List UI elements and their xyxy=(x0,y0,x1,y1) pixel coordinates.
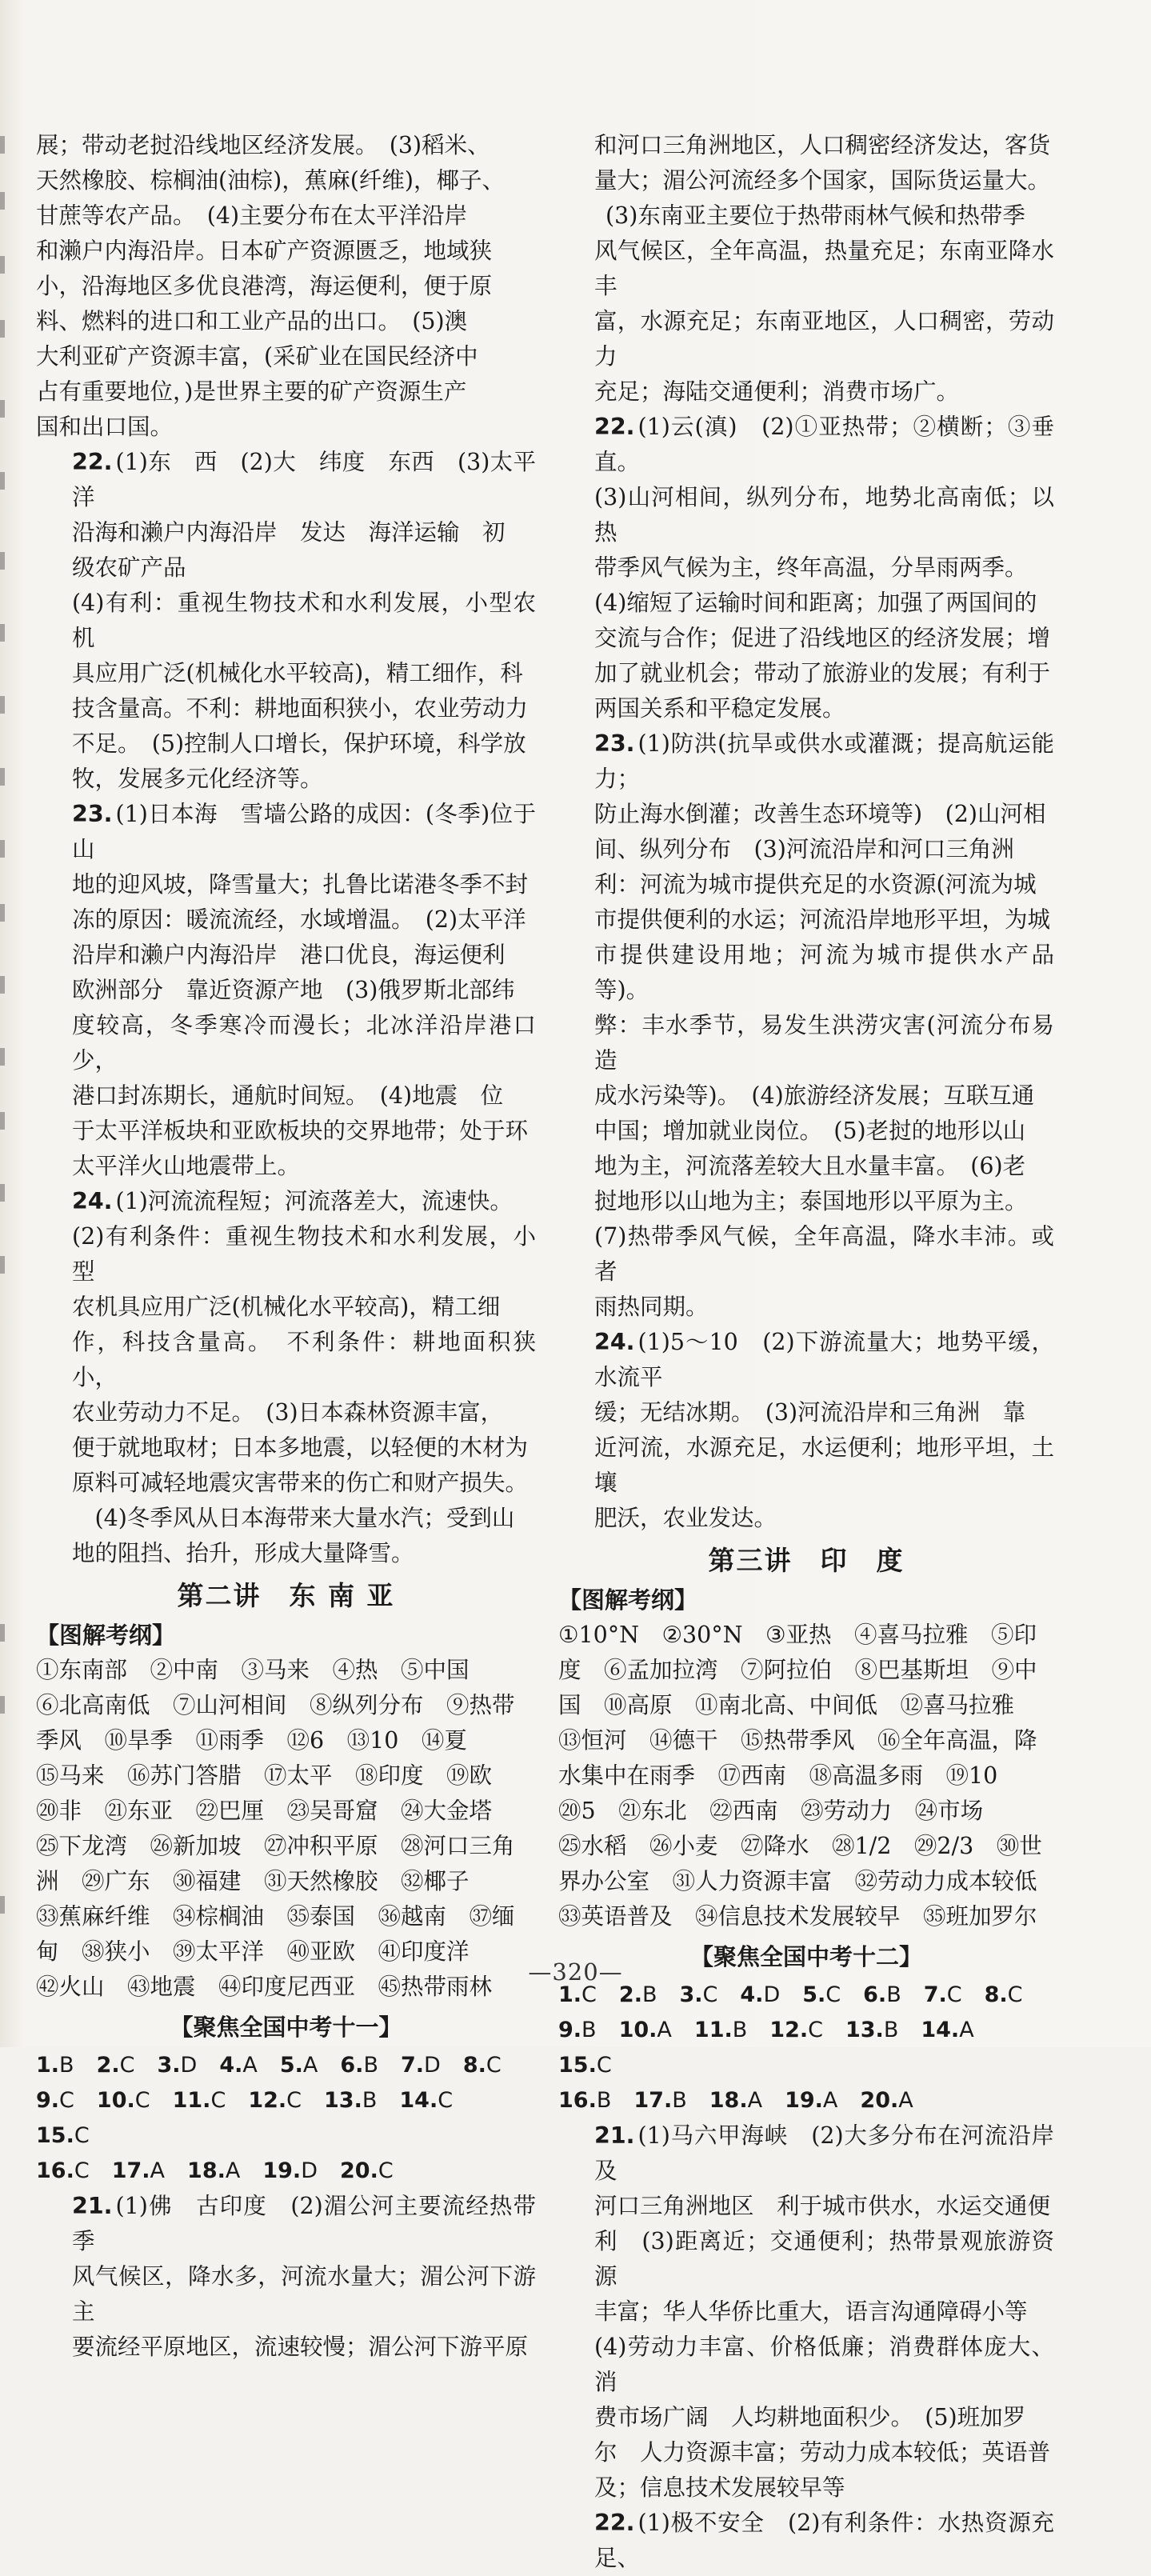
answer-number: 11. xyxy=(172,2088,211,2113)
answer-choice: A xyxy=(302,2053,318,2078)
answer-number: 10. xyxy=(96,2088,135,2113)
answer-number: 1. xyxy=(558,1982,582,2007)
left-intro xyxy=(36,128,536,445)
answer-choice: A xyxy=(242,2053,258,2078)
text-line: 小，沿海地区多优良港湾，海运便利，便于原 xyxy=(36,273,493,299)
text-line: ⑳5 ㉑东北 ㉒西南 ㉓劳动力 ㉔市场 xyxy=(558,1798,984,1824)
text-line: (3)山河相间，纵列分布，地势北高南低；以热 xyxy=(594,484,1054,546)
answer-choice: A xyxy=(898,2088,913,2113)
answer-number: 6. xyxy=(340,2053,364,2078)
text-line: ㉝蕉麻纤维 ㉞棕榈油 ㉟泰国 ㊱越南 ㊲缅 xyxy=(36,1903,515,1930)
text-line: 级农矿产品 xyxy=(72,554,186,581)
text-line: 风气候区，全年高温，热量充足；东南亚降水丰 xyxy=(594,238,1054,299)
answer-number: 4. xyxy=(740,1982,764,2007)
answer-choice: C xyxy=(808,2018,823,2042)
text-line: 利：河流为城市提供充足的水资源(河流为城 xyxy=(594,871,1037,898)
answer-number: 5. xyxy=(802,1982,826,2007)
text-line: 港口封冻期长，通航时间短。 (4)地震 位 xyxy=(72,1082,504,1109)
text-line: 国和出口国。 xyxy=(36,414,174,440)
text-line: 便于就地取材；日本多地震，以轻便的木材为 xyxy=(72,1434,529,1461)
page-number: —320— xyxy=(528,1958,623,1986)
answer-choice: C xyxy=(286,2088,302,2113)
answer-choice: B xyxy=(732,2018,748,2042)
section-title: 第三讲 印 度 xyxy=(708,1545,905,1576)
text-line: 水集中在雨季 ⑰西南 ⑱高温多雨 ⑲10 xyxy=(558,1762,998,1789)
text-line: 地的阻挡、抬升，形成大量降雪。 xyxy=(72,1540,414,1566)
outline-heading: 【图解考纲】 xyxy=(558,1586,698,1614)
text-line: 富，水源充足；东南亚地区，人口稠密，劳动力 xyxy=(594,308,1054,370)
answer-number: 6. xyxy=(863,1982,887,2007)
answer-choice: A xyxy=(657,2018,672,2042)
answer-choice: B xyxy=(886,1982,901,2007)
answer-choice: C xyxy=(74,2158,90,2183)
right-question-22b xyxy=(558,2506,1054,2576)
answer-cell xyxy=(694,2013,747,2048)
answer-cell xyxy=(248,2083,302,2118)
left-question-23 xyxy=(36,797,536,1184)
answer-choice: C xyxy=(210,2088,226,2113)
text-line: 欧洲部分 靠近资源产地 (3)俄罗斯北部纬 xyxy=(72,977,515,1003)
text-line: 风气候区，降水多，河流水量大；湄公河下游主 xyxy=(72,2263,536,2325)
text-line: 要流经平原地区，流速较慢；湄公河下游平原 xyxy=(72,2334,529,2360)
answer-number: 3. xyxy=(157,2053,181,2078)
answer-cell xyxy=(401,2048,441,2083)
answer-cell xyxy=(187,2154,240,2189)
text-line: ㉝英语普及 ㉞信息技术发展较早 ㉟班加罗尔 xyxy=(558,1903,1037,1930)
answer-number: 20. xyxy=(340,2158,378,2183)
text-line: 度 ⑥孟加拉湾 ⑦阿拉伯 ⑧巴基斯坦 ⑨中 xyxy=(558,1657,1037,1683)
text-line: 冻的原因：暖流流经，水域增温。 (2)太平洋 xyxy=(72,906,526,933)
text-line: 国 ⑩高原 ⑪南北高、中间低 ⑫喜马拉雅 xyxy=(558,1692,1015,1718)
text-line: 市提供便利的水运；河流沿岸地形平坦，为城 xyxy=(594,906,1051,933)
text-line: ㉕水稻 ㉖小麦 ㉗降水 ㉘1/2 ㉙2/3 ㉚世 xyxy=(558,1833,1042,1859)
text-line: 防止海水倒灌；改善生态环境等) (2)山河相 xyxy=(594,801,1046,827)
text-line: 中国；增加就业岗位。 (5)老挝的地形以山 xyxy=(594,1118,1026,1144)
text-line: ㊷火山 ㊸地震 ㊹印度尼西亚 ㊺热带雨林 xyxy=(36,1974,493,2000)
text-line: 季风 ⑩旱季 ⑪雨季 ⑫6 ⑬10 ⑭夏 xyxy=(36,1727,467,1754)
answer-cell xyxy=(173,2083,226,2118)
answer-number: 18. xyxy=(187,2158,226,2183)
text-line: 弊：丰水季节，易发生洪涝灾害(河流分布易造 xyxy=(594,1012,1054,1074)
answer-cell xyxy=(558,2048,612,2083)
text-line: (1)河流流程短；河流落差大，流速快。 xyxy=(115,1188,513,1214)
answer-choice: C xyxy=(486,2053,502,2078)
text-line: (7)热带季风气候，全年高温，降水丰沛。或者 xyxy=(594,1223,1054,1285)
answer-choice: D xyxy=(180,2053,198,2078)
text-line: 于太平洋板块和亚欧板块的交界地带；处于环 xyxy=(72,1118,529,1144)
answer-number: 14. xyxy=(921,2018,960,2042)
answer-number: 10. xyxy=(618,2018,657,2042)
right-continuation-2 xyxy=(558,198,1054,410)
answer-number: 18. xyxy=(709,2088,748,2113)
answer-choice: C xyxy=(74,2123,90,2148)
answer-cell xyxy=(785,2083,837,2118)
answer-choice: A xyxy=(822,2088,838,2113)
answer-choice: A xyxy=(747,2088,763,2113)
answer-number: 17. xyxy=(111,2158,150,2183)
outline-answers xyxy=(558,1618,1054,1934)
answer-cell xyxy=(36,2154,90,2189)
answer-number: 15. xyxy=(36,2123,74,2148)
answer-number: 8. xyxy=(984,1982,1008,2007)
answer-choice: A xyxy=(225,2158,241,2183)
answer-choice: B xyxy=(883,2018,899,2042)
answer-number: 5. xyxy=(279,2053,303,2078)
answer-choice: C xyxy=(1007,1982,1023,2007)
answer-choice: C xyxy=(438,2088,454,2113)
text-line: 和河口三角洲地区，人口稠密经济发达，客货 xyxy=(594,132,1051,158)
outline-answers xyxy=(36,1653,536,2005)
answer-cell xyxy=(97,2083,150,2118)
answer-cell xyxy=(324,2083,377,2118)
text-line: ⑮马来 ⑯苏门答腊 ⑰太平 ⑱印度 ⑲欧 xyxy=(36,1762,493,1789)
question-number: 23. xyxy=(594,730,635,757)
text-line: ⑳非 ㉑东亚 ㉒巴厘 ㉓吴哥窟 ㉔大金塔 xyxy=(36,1798,493,1824)
answer-number: 15. xyxy=(558,2053,597,2078)
text-line: 原料可减轻地震灾害带来的伤亡和财产损失。 xyxy=(72,1470,529,1496)
answer-number: 19. xyxy=(262,2158,302,2183)
text-line: 具应用广泛(机械化水平较高)，精工细作，科 xyxy=(72,660,523,686)
answer-number: 3. xyxy=(679,1982,703,2007)
text-line: (1)东 西 (2)大 纬度 东西 (3)太平洋 xyxy=(72,449,536,510)
focus-heading: 【聚焦全国中考十一】 xyxy=(170,2014,402,2041)
answer-grid xyxy=(36,2048,536,2189)
text-line: 不足。 (5)控制人口增长，保护环境，科学放 xyxy=(72,730,526,757)
question-number: 22. xyxy=(594,414,635,440)
answer-choice: D xyxy=(763,1982,781,2007)
text-line: 河口三角洲地区 利于城市供水，水运交通便 xyxy=(594,2193,1051,2219)
left-question-21 xyxy=(36,2189,536,2365)
answer-number: 12. xyxy=(769,2018,809,2042)
text-line: (1)佛 古印度 (2)湄公河主要流经热带季 xyxy=(72,2193,536,2254)
answer-number: 16. xyxy=(36,2158,74,2183)
text-line: 牧，发展多元化经济等。 xyxy=(72,766,323,792)
text-line: 度较高，冬季寒冷而漫长；北冰洋沿岸港口少， xyxy=(72,1012,536,1074)
answer-number: 14. xyxy=(399,2088,438,2113)
text-line: 作，科技含量高。 不利条件：耕地面积狭小， xyxy=(72,1329,536,1390)
answer-cell xyxy=(921,2013,973,2048)
answer-choice: C xyxy=(119,2053,135,2078)
answer-number: 19. xyxy=(785,2088,823,2113)
right-continuation xyxy=(558,128,1054,198)
answer-number: 13. xyxy=(845,2018,884,2042)
answer-cell xyxy=(262,2154,318,2189)
answer-number: 16. xyxy=(558,2088,597,2113)
answer-choice: B xyxy=(581,2018,597,2042)
answer-choice: B xyxy=(641,1982,657,2007)
answer-grid xyxy=(558,1978,1054,2118)
right-question-22 xyxy=(558,410,1054,726)
answer-number: 17. xyxy=(633,2088,673,2113)
text-line: (4)劳动力丰富、价格低廉；消费群体庞大、消 xyxy=(594,2334,1054,2395)
left-question-22 xyxy=(36,445,536,797)
answer-cell xyxy=(845,2013,898,2048)
text-line: 大利亚矿产资源丰富，(采矿业在国民经济中 xyxy=(36,343,478,370)
answer-cell xyxy=(619,2013,672,2048)
text-line: ㉕下龙湾 ㉖新加坡 ㉗冲积平原 ㉘河口三角 xyxy=(36,1833,515,1859)
answer-number: 9. xyxy=(36,2088,60,2113)
text-line: 交流与合作；促进了沿线地区的经济发展；增 xyxy=(594,625,1051,651)
text-line: 农机具应用广泛(机械化水平较高)，精工细 xyxy=(72,1294,501,1320)
answer-cell xyxy=(399,2083,453,2118)
text-line: 肥沃，农业发达。 xyxy=(594,1505,777,1531)
right-column xyxy=(558,128,1054,2576)
text-line: 两国关系和平稳定发展。 xyxy=(594,695,845,722)
text-line: 费市场广阔 人均耕地面积少。 (5)班加罗 xyxy=(594,2404,1026,2430)
answer-choice: C xyxy=(378,2158,394,2183)
text-line: 料、燃料的进口和工业产品的出口。 (5)澳 xyxy=(36,308,468,334)
text-line: (1)防洪(抗旱或供水或灌溉；提高航运能力； xyxy=(594,730,1054,792)
question-number: 22. xyxy=(594,2510,635,2536)
text-line: 界办公室 ㉛人力资源丰富 ㉜劳动力成本较低 xyxy=(558,1868,1037,1894)
text-line: 尔 人力资源丰富；劳动力成本较低；英语普 xyxy=(594,2439,1051,2466)
answer-row xyxy=(36,2083,536,2154)
text-line: (1)马六甲海峡 (2)大多分布在河流沿岸及 xyxy=(594,2122,1054,2184)
answer-number: 7. xyxy=(400,2053,425,2078)
left-question-24 xyxy=(36,1184,536,1571)
question-number: 24. xyxy=(72,1188,113,1214)
answer-cell xyxy=(860,2083,913,2118)
answer-cell xyxy=(558,2083,611,2118)
answer-cell xyxy=(97,2048,135,2083)
text-line: 沿海和濑户内海沿岸 发达 海洋运输 初 xyxy=(72,519,506,546)
outline-heading: 【图解考纲】 xyxy=(36,1622,176,1649)
answer-cell xyxy=(558,2013,597,2048)
answer-number: 8. xyxy=(462,2053,486,2078)
answer-cell xyxy=(463,2048,502,2083)
answer-choice: B xyxy=(59,2053,74,2078)
question-number: 22. xyxy=(72,449,113,475)
text-line: 和濑户内海沿岸。日本矿产资源匮乏，地域狭 xyxy=(36,238,493,264)
answer-cell xyxy=(36,2048,74,2083)
text-line: 天然橡胶、棕榈油(油棕)，蕉麻(纤维)，椰子、 xyxy=(36,167,505,194)
text-line: 农业劳动力不足。 (3)日本森林资源丰富， xyxy=(72,1399,504,1426)
answer-number: 1. xyxy=(36,2053,60,2078)
answer-cell xyxy=(633,2083,686,2118)
answer-choice: C xyxy=(596,2053,612,2078)
text-line: ⑬恒河 ⑭德干 ⑮热带季风 ⑯全年高温，降 xyxy=(558,1727,1037,1754)
answer-row xyxy=(36,2154,536,2189)
text-line: 地的迎风坡，降雪量大；扎鲁比诺港冬季不封 xyxy=(72,871,529,898)
answer-cell xyxy=(769,2013,823,2048)
text-line: 市提供建设用地；河流为城市提供水产品等)。 xyxy=(594,942,1054,1003)
text-line: (3)东南亚主要位于热带雨林气候和热带季 xyxy=(605,202,1025,229)
question-number: 21. xyxy=(594,2122,635,2149)
left-column xyxy=(36,128,536,2365)
answer-cell xyxy=(709,2083,762,2118)
right-question-21 xyxy=(558,2118,1054,2506)
text-line: 甸 ㊳狭小 ㊴太平洋 ㊵亚欧 ㊶印度洋 xyxy=(36,1938,470,1965)
text-line: ①东南部 ②中南 ③马来 ④热 ⑤中国 xyxy=(36,1657,470,1683)
answer-cell xyxy=(112,2154,165,2189)
text-line: 近河流，水源充足，水运便利；地形平坦，土壤 xyxy=(594,1434,1054,1496)
answer-choice: B xyxy=(362,2088,378,2113)
answer-number: 4. xyxy=(219,2053,243,2078)
focus-heading: 【聚焦全国中考十二】 xyxy=(689,1943,922,1970)
text-line: 成水污染等)。 (4)旅游经济发展；互联互通 xyxy=(594,1082,1035,1109)
answer-row xyxy=(558,2083,1054,2118)
right-question-23 xyxy=(558,726,1054,1325)
answer-cell xyxy=(340,2154,394,2189)
answer-choice: C xyxy=(702,1982,718,2007)
text-line: 占有重要地位，)是世界主要的矿产资源生产 xyxy=(36,378,467,405)
text-line: 技含量高。不利：耕地面积狭小，农业劳动力 xyxy=(72,695,529,722)
answer-number: 12. xyxy=(248,2088,287,2113)
text-line: 量大；湄公河流经多个国家，国际货运量大。 xyxy=(594,167,1051,194)
answer-choice: D xyxy=(424,2053,441,2078)
text-line: ①10°N ②30°N ③亚热 ④喜马拉雅 ⑤印 xyxy=(558,1622,1037,1648)
answer-cell xyxy=(340,2048,378,2083)
text-line: 丰富；华人华侨比重大，语言沟通障碍小等 xyxy=(594,2298,1028,2325)
answer-cell xyxy=(219,2048,258,2083)
answer-cell xyxy=(36,2083,74,2118)
text-line: 展；带动老挝沿线地区经济发展。 (3)稻米、 xyxy=(36,132,490,158)
answer-choice: C xyxy=(134,2088,150,2113)
text-line: 甘蔗等农产品。 (4)主要分布在太平洋沿岸 xyxy=(36,202,468,229)
answer-number: 9. xyxy=(558,2018,582,2042)
answer-choice: C xyxy=(946,1982,962,2007)
text-line: 地为主，河流落差较大且水量丰富。 (6)老 xyxy=(594,1153,1026,1179)
text-line: (1)5～10 (2)下游流量大；地势平缓，水流平 xyxy=(594,1329,1054,1390)
right-question-24 xyxy=(558,1325,1054,1536)
text-line: (2)有利条件：重视生物技术和水利发展，小型 xyxy=(72,1223,536,1285)
answer-choice: A xyxy=(150,2158,166,2183)
section-title: 第二讲 东 南 亚 xyxy=(177,1580,395,1611)
text-line: 太平洋火山地震带上。 xyxy=(72,1153,301,1179)
answer-number: 20. xyxy=(860,2088,899,2113)
answer-choice: C xyxy=(825,1982,841,2007)
answer-choice: B xyxy=(363,2053,378,2078)
text-line: (4)有利：重视生物技术和水利发展，小型农机 xyxy=(72,590,536,651)
question-number: 23. xyxy=(72,801,113,827)
answer-number: 13. xyxy=(324,2088,362,2113)
answer-cell xyxy=(280,2048,318,2083)
answer-number: 2. xyxy=(618,1982,642,2007)
answer-number: 7. xyxy=(923,1982,947,2007)
text-line: 挝地形以山地为主；泰国地形以平原为主。 xyxy=(594,1188,1028,1214)
text-line: 间、纵列分布 (3)河流沿岸和河口三角洲 xyxy=(594,836,1014,862)
text-line: (1)日本海 雪墙公路的成因：(冬季)位于山 xyxy=(72,801,536,862)
binding-edge-marks xyxy=(0,136,8,1976)
answer-cell xyxy=(36,2118,90,2154)
text-line: 带季风气候为主，终年高温，分旱雨两季。 xyxy=(594,554,1028,581)
question-number: 21. xyxy=(72,2193,113,2219)
text-line: 洲 ㉙广东 ㉚福建 ㉛天然橡胶 ㉜椰子 xyxy=(36,1868,470,1894)
answer-row xyxy=(36,2048,536,2083)
answer-choice: A xyxy=(959,2018,974,2042)
answer-row xyxy=(558,2013,1054,2083)
answer-cell xyxy=(157,2048,197,2083)
answer-choice: D xyxy=(301,2158,318,2183)
text-line: 利 (3)距离近；交通便利；热带景观旅游资源 xyxy=(594,2228,1054,2290)
text-line: (1)云(滇) (2)①亚热带；②横断；③垂直。 xyxy=(594,414,1054,475)
text-line: 缓；无结冰期。 (3)河流沿岸和三角洲 靠 xyxy=(594,1399,1026,1426)
text-line: (1)极不安全 (2)有利条件：水热资源充足、 xyxy=(594,2510,1054,2571)
answer-choice: B xyxy=(672,2088,687,2113)
answer-choice: C xyxy=(581,1982,597,2007)
text-line: ⑥北高南低 ⑦山河相间 ⑧纵列分布 ⑨热带 xyxy=(36,1692,515,1718)
text-line: 沿岸和濑户内海沿岸 港口优良，海运便利 xyxy=(72,942,506,968)
question-number: 24. xyxy=(594,1329,635,1355)
answer-choice: C xyxy=(59,2088,74,2113)
text-line: 充足；海陆交通便利；消费市场广。 xyxy=(594,378,960,405)
text-line: (4)冬季风从日本海带来大量水汽；受到山 xyxy=(72,1505,515,1531)
answer-choice: B xyxy=(596,2088,612,2113)
text-line: 雨热同期。 xyxy=(594,1294,709,1320)
text-line: 及；信息技术发展较早等 xyxy=(594,2474,845,2501)
text-line: 加了就业机会；带动了旅游业的发展；有利于 xyxy=(594,660,1051,686)
answer-number: 11. xyxy=(693,2018,733,2042)
answer-number: 2. xyxy=(96,2053,120,2078)
text-line: (4)缩短了运输时间和距离；加强了两国间的 xyxy=(594,590,1037,616)
